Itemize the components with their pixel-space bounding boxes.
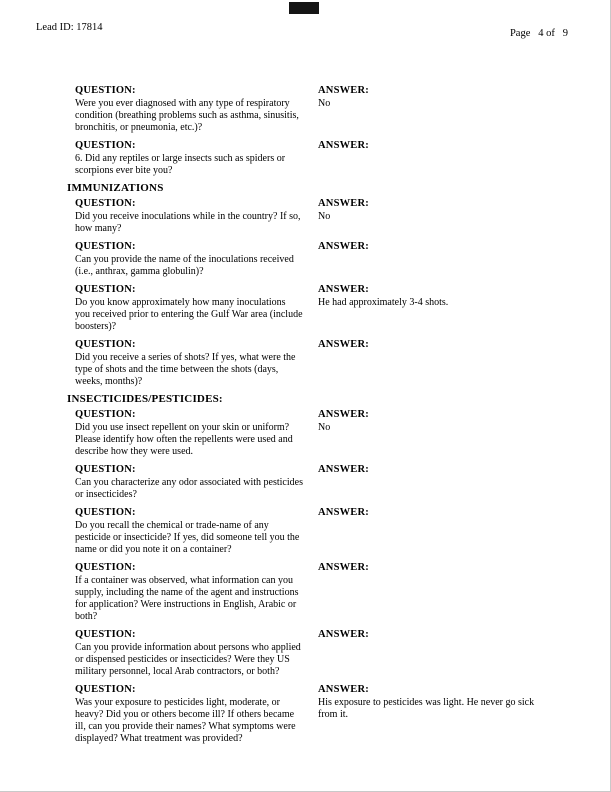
question-text: Can you characterize any odor associated with pesticides or insecticides? [75, 477, 303, 500]
question-label: QUESTION: [75, 140, 136, 151]
answer-label: ANSWER: [318, 241, 369, 252]
answer-label: ANSWER: [318, 85, 369, 96]
question-cell [75, 84, 305, 134]
question-cell [75, 197, 305, 235]
question-label: QUESTION: [75, 284, 136, 295]
answer-label: ANSWER: [318, 198, 369, 209]
question-cell [75, 240, 305, 278]
question-label: QUESTION: [75, 409, 136, 420]
scan-artifact-mark [289, 2, 319, 14]
answer-text: No [318, 98, 331, 109]
question-text: Was your exposure to pesticides light, moderate, or heavy? Did you or others become ill? If others became ill, can you provide their names? What symptoms were displayed? What treatment was provided? [75, 697, 296, 744]
answer-cell [318, 283, 554, 333]
question-label: QUESTION: [75, 198, 136, 209]
answer-label: ANSWER: [318, 409, 369, 420]
answer-label: ANSWER: [318, 629, 369, 640]
question-cell [75, 628, 305, 678]
answer-label: ANSWER: [318, 284, 369, 295]
answer-cell [318, 139, 554, 177]
qa-row [75, 561, 554, 623]
answer-label: ANSWER: [318, 339, 369, 350]
qa-row [75, 683, 554, 745]
question-text: Did you receive inoculations while in the country? If so, how many? [75, 211, 301, 234]
answer-label: ANSWER: [318, 507, 369, 518]
answer-text: He had approximately 3-4 shots. [318, 297, 449, 308]
qa-row [75, 197, 554, 235]
answer-cell [318, 408, 554, 458]
question-cell [75, 408, 305, 458]
question-cell [75, 683, 305, 745]
question-label: QUESTION: [75, 562, 136, 573]
answer-text: No [318, 211, 331, 222]
section-title: IMMUNIZATIONS [67, 182, 164, 194]
question-cell [75, 338, 305, 388]
answer-cell [318, 338, 554, 388]
section-title: INSECTICIDES/PESTICIDES: [67, 393, 223, 405]
lead-id-label: Lead ID: 17814 [36, 22, 103, 33]
qa-row [75, 408, 554, 458]
question-cell [75, 561, 305, 623]
question-text: Did you use insect repellent on your skin or uniform? Please identify how often the repellents were used and describe how they were used. [75, 422, 293, 457]
answer-cell [318, 84, 554, 134]
question-label: QUESTION: [75, 629, 136, 640]
answer-cell [318, 683, 554, 745]
question-text: 6. Did any reptiles or large insects such as spiders or scorpions ever bite you? [75, 153, 286, 176]
question-label: QUESTION: [75, 464, 136, 475]
answer-cell [318, 628, 554, 678]
qa-row [75, 506, 554, 556]
answer-cell [318, 561, 554, 623]
qa-row [75, 240, 554, 278]
question-label: QUESTION: [75, 241, 136, 252]
question-text: Do you recall the chemical or trade-name of any pesticide or insecticide? If yes, did someone tell you the name or did you note it on a container? [75, 520, 300, 555]
answer-text: His exposure to pesticides was light. He never go sick from it. [318, 697, 535, 720]
question-label: QUESTION: [75, 85, 136, 96]
answer-cell [318, 197, 554, 235]
page-number-label: Page 4 of 9 [509, 28, 568, 39]
question-text: Can you provide information about persons who applied or dispensed pesticides or insecticides? Were they US military personnel, local Arab contractors, or both? [75, 642, 301, 677]
answer-cell [318, 463, 554, 501]
question-text: If a container was observed, what information can you supply, including the name of the agent and instructions for application? Were instructions in English, Arabic or both? [75, 575, 299, 622]
qa-row [75, 139, 554, 177]
answer-cell [318, 240, 554, 278]
question-text: Were you ever diagnosed with any type of respiratory condition (breathing problems such as asthma, sinusitis, bronchitis, or pneumonia, etc.)? [75, 98, 299, 133]
question-label: QUESTION: [75, 507, 136, 518]
qa-row [75, 463, 554, 501]
question-cell [75, 139, 305, 177]
qa-row [75, 84, 554, 134]
qa-row [75, 628, 554, 678]
question-label: QUESTION: [75, 339, 136, 350]
question-cell [75, 283, 305, 333]
qa-list [62, 84, 554, 750]
question-text: Can you provide the name of the inoculations received (i.e., anthrax, gamma globulin)? [75, 254, 294, 277]
answer-text: No [318, 422, 331, 433]
answer-cell [318, 506, 554, 556]
question-cell [75, 506, 305, 556]
answer-label: ANSWER: [318, 464, 369, 475]
question-cell [75, 463, 305, 501]
answer-label: ANSWER: [318, 140, 369, 151]
answer-label: ANSWER: [318, 562, 369, 573]
qa-row [75, 338, 554, 388]
question-text: Did you receive a series of shots? If yes, what were the type of shots and the time between the shots (days, weeks, months)? [75, 352, 296, 387]
question-text: Do you know approximately how many inoculations you received prior to entering the Gulf War area (include boosters)? [75, 297, 303, 332]
qa-row [75, 283, 554, 333]
answer-label: ANSWER: [318, 684, 369, 695]
question-label: QUESTION: [75, 684, 136, 695]
